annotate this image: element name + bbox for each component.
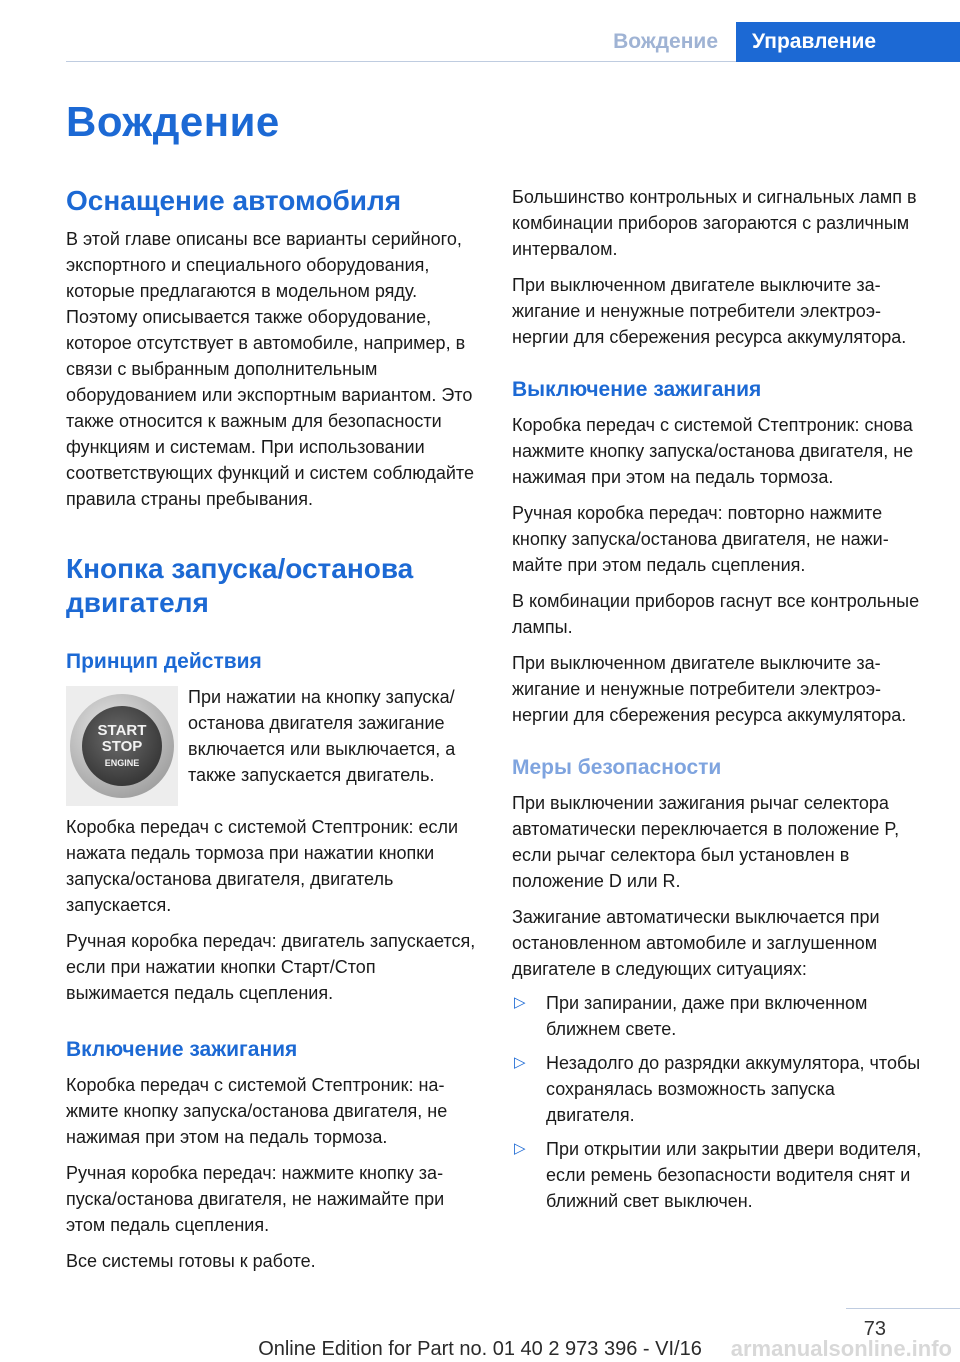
ignition-off-manual-text: Ручная коробка передач: повторно нажмите кнопку запуска/останова двигателя, не нажимайте при этом педаль сцепления. [512,503,889,575]
principle-text: При нажатии на кнопку запуска/останова двигателя зажигание включается или выключается, а также запускается двигатель. [188,687,456,785]
steptronic-start-text: Коробка передач с системой Стептроник: если нажата педаль тормоза при нажатии кнопки запуска/останова двигателя, двигатель запускается. [66,817,459,915]
battery-saving-text-1: При выключенном двигателе выключите зажигание и ненужные потребители электроэнергии для сбережения ресурса аккумулятора. [512,275,907,347]
ignition-on-steptronic-text: Коробка передач с системой Стептроник: нажмите кнопку запуска/останова двигателя, не нажимая при этом на педаль тормоза. [66,1075,448,1147]
triangle-bullet-icon: ▷ [514,1054,526,1071]
ignition-off-title: Выключение зажигания [512,378,762,401]
top-navigation [66,22,960,62]
lamps-text: Большинство контрольных и сигнальных ламп в комбинации приборов загораются с различным интервалом. [512,187,917,259]
page-title: Вождение [66,98,280,145]
list-item: ▷ При открытии или закрытии двери водителя, если ремень безопасности водителя снят и ближний свет выключен. [512,1136,926,1214]
section-start-stop-title: Кнопка запуска/останова двигателя [66,553,414,618]
lamps-off-text: В комбинации приборов гаснут все контрольные лампы. [512,591,920,637]
list-item: ▷ Незадолго до разрядки аккумулятора, чтобы сохранялась возможность запуска двигателя. [512,1050,926,1128]
safety-title: Меры безопасности [512,756,722,779]
list-item: ▷ При запирании, даже при включенном ближнем свете. [512,990,926,1042]
systems-ready-text: Все системы готовы к работе. [66,1251,316,1271]
manual-start-text: Ручная коробка передач: двигатель запускается, если при нажатии кнопки Старт/Стоп выжимается педаль сцепления. [66,931,476,1003]
right-column [512,184,926,1222]
footer-divider [846,1308,960,1309]
page-number: 73 [863,1318,886,1340]
safety-text-1: При выключении зажигания рычаг селектора автоматически переключается в положение P, если рычаг селектора был установлен в положение D или R. [512,793,900,891]
safety-text-2: Зажигание автоматически выключается при остановленном автомобиле и заглушенном двигателе в следующих ситуациях: [512,907,880,979]
start-stop-button-image [66,686,178,806]
watermark: armanualsonline.info [730,1336,952,1361]
start-stop-button-icon [70,694,174,798]
triangle-bullet-icon: ▷ [514,1140,526,1157]
principle-block [66,684,480,806]
auto-off-situations-list [512,990,926,1214]
tab-driving[interactable]: Вождение [613,30,718,53]
triangle-bullet-icon: ▷ [514,994,526,1011]
battery-saving-text-2: При выключенном двигателе выключите зажигание и ненужные потребители электроэнергии для сбережения ресурса аккумулятора. [512,653,907,725]
button-label-stop: STOP [101,738,143,755]
principle-title: Принцип действия [66,650,262,673]
button-label-engine: ENGINE [104,758,140,768]
ignition-on-manual-text: Ручная коробка передач: нажмите кнопку запуска/останова двигателя, не нажимайте при этом педаль сцепления. [66,1163,445,1235]
section-vehicle-equipment-title: Оснащение автомобиля [66,185,402,216]
vehicle-equipment-text: В этой главе описаны все варианты серийного, экспортного и специального оборудования, которые предлагаются в модельном ряду. Поэтому описывается также оборудование, которое отсутствует в автомобиле, например, в связи с выбранным дополнительным оборудованием или экспортным вариантом. Это также относится к важным для безопасности функциям и системам. При использовании соответствующих функций и систем соблюдайте правила страны пребывания. [66,229,474,509]
tab-controls[interactable]: Управление [736,22,960,62]
button-label-start: START [97,722,147,739]
ignition-off-steptronic-text: Коробка передач с системой Стептроник: снова нажмите кнопку запуска/останова двигателя, не нажимая при этом на педаль тормоза. [512,415,914,487]
ignition-on-title: Включение зажигания [66,1038,298,1061]
edition-text: Online Edition for Part no. 01 40 2 973 396 - VI/16 [258,1338,702,1360]
left-column [66,184,480,1274]
